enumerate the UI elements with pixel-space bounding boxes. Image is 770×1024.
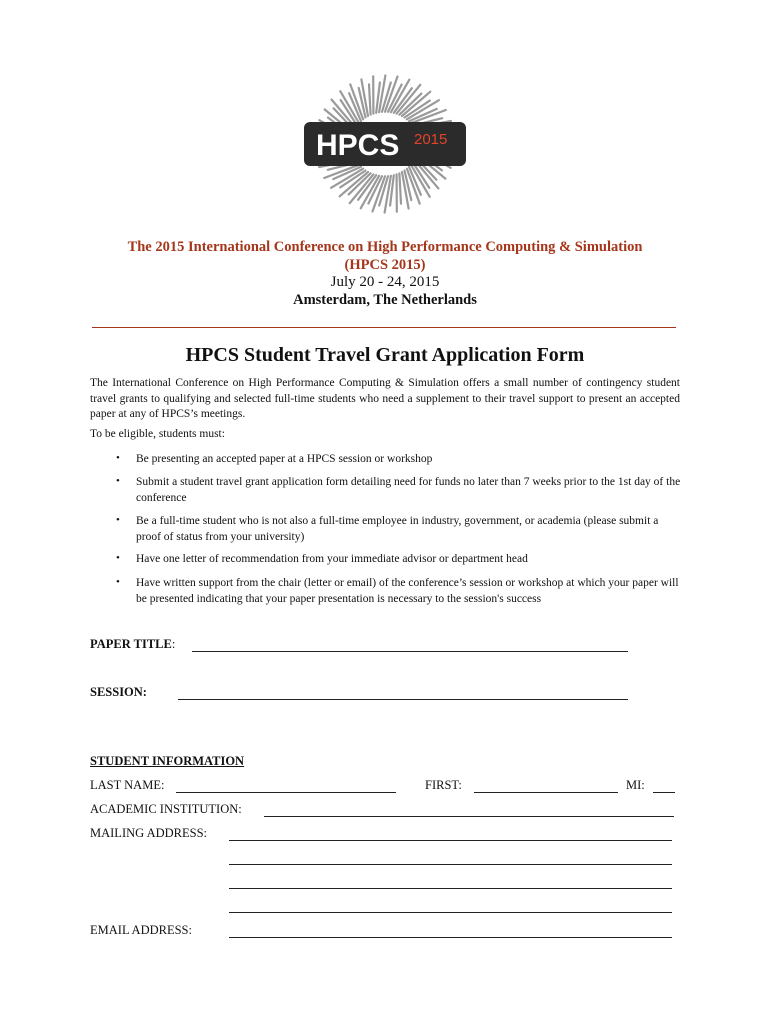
- bullet-icon: •: [116, 514, 120, 526]
- mailing-address-field[interactable]: [229, 840, 672, 841]
- bullet-icon: •: [116, 452, 120, 464]
- paper-title-label: [90, 637, 175, 652]
- eligibility-heading: To be eligible, students must:: [90, 428, 225, 440]
- starburst-ray: [399, 173, 401, 203]
- session-label: SESSION:: [90, 685, 147, 699]
- email-address-field[interactable]: [229, 937, 672, 938]
- bullet-icon: •: [116, 475, 120, 487]
- session-field[interactable]: [178, 699, 628, 700]
- first-name-field[interactable]: [474, 792, 618, 793]
- conference-dates: July 20 - 24, 2015: [330, 274, 440, 290]
- requirement-item: Be a full-time student who is not also a full-time employee in industry, government, or academia (please submit a proof of status from your university): [136, 515, 659, 543]
- logo-hpcs-text: HPCS: [316, 129, 400, 162]
- paper-title-colon: :: [171, 637, 176, 651]
- bullet-icon: •: [116, 576, 120, 588]
- middle-initial-field[interactable]: [653, 792, 675, 793]
- requirement-item: Have one letter of recommendation from your immediate advisor or department head: [136, 553, 528, 565]
- form-title: HPCS Student Travel Grant Application Form: [185, 344, 585, 366]
- requirement-item: Have written support from the chair (letter or email) of the conference’s session or workshop at which your paper will be presented indicating that your paper presentation is necessary to the session's success: [136, 577, 679, 605]
- first-name-label: FIRST:: [425, 778, 462, 792]
- conference-title: The 2015 International Conference on High Performance Computing & Simulation: [127, 239, 643, 255]
- last-name-field[interactable]: [176, 792, 396, 793]
- requirement-item: Be presenting an accepted paper at a HPCS session or workshop: [136, 453, 433, 465]
- academic-institution-field[interactable]: [264, 816, 674, 817]
- intro-paragraph: The International Conference on High Performance Computing & Simulation offers a small number of contingency student travel grants to qualifying and selected full-time students who need a supplement to their travel support to present an accepted paper at any of HPCS’s meetings.: [90, 377, 680, 420]
- mailing-address-field[interactable]: [229, 912, 672, 913]
- requirement-item: Submit a student travel grant application form detailing need for funds no later than 7 weeks prior to the 1st day of the conference: [136, 476, 681, 504]
- last-name-label: LAST NAME:: [90, 778, 165, 792]
- conference-location: Amsterdam, The Netherlands: [293, 292, 477, 308]
- logo-year-text: 2015: [414, 131, 448, 148]
- conference-acronym: (HPCS 2015): [344, 257, 426, 273]
- mailing-address-label: MAILING ADDRESS:: [90, 826, 208, 840]
- middle-initial-label: MI:: [626, 778, 645, 792]
- paper-title-field[interactable]: [192, 651, 628, 652]
- mailing-address-field[interactable]: [229, 864, 672, 865]
- bullet-icon: •: [116, 552, 120, 564]
- student-info-heading: STUDENT INFORMATION: [90, 754, 245, 768]
- hpcs-logo: [290, 70, 480, 220]
- email-address-label: EMAIL ADDRESS:: [90, 923, 192, 937]
- mailing-address-field[interactable]: [229, 888, 672, 889]
- header-divider: [92, 327, 676, 328]
- paper-title-label-text: PAPER TITLE: [90, 637, 172, 651]
- academic-institution-label: ACADEMIC INSTITUTION:: [90, 802, 242, 816]
- starburst-ray: [369, 84, 371, 114]
